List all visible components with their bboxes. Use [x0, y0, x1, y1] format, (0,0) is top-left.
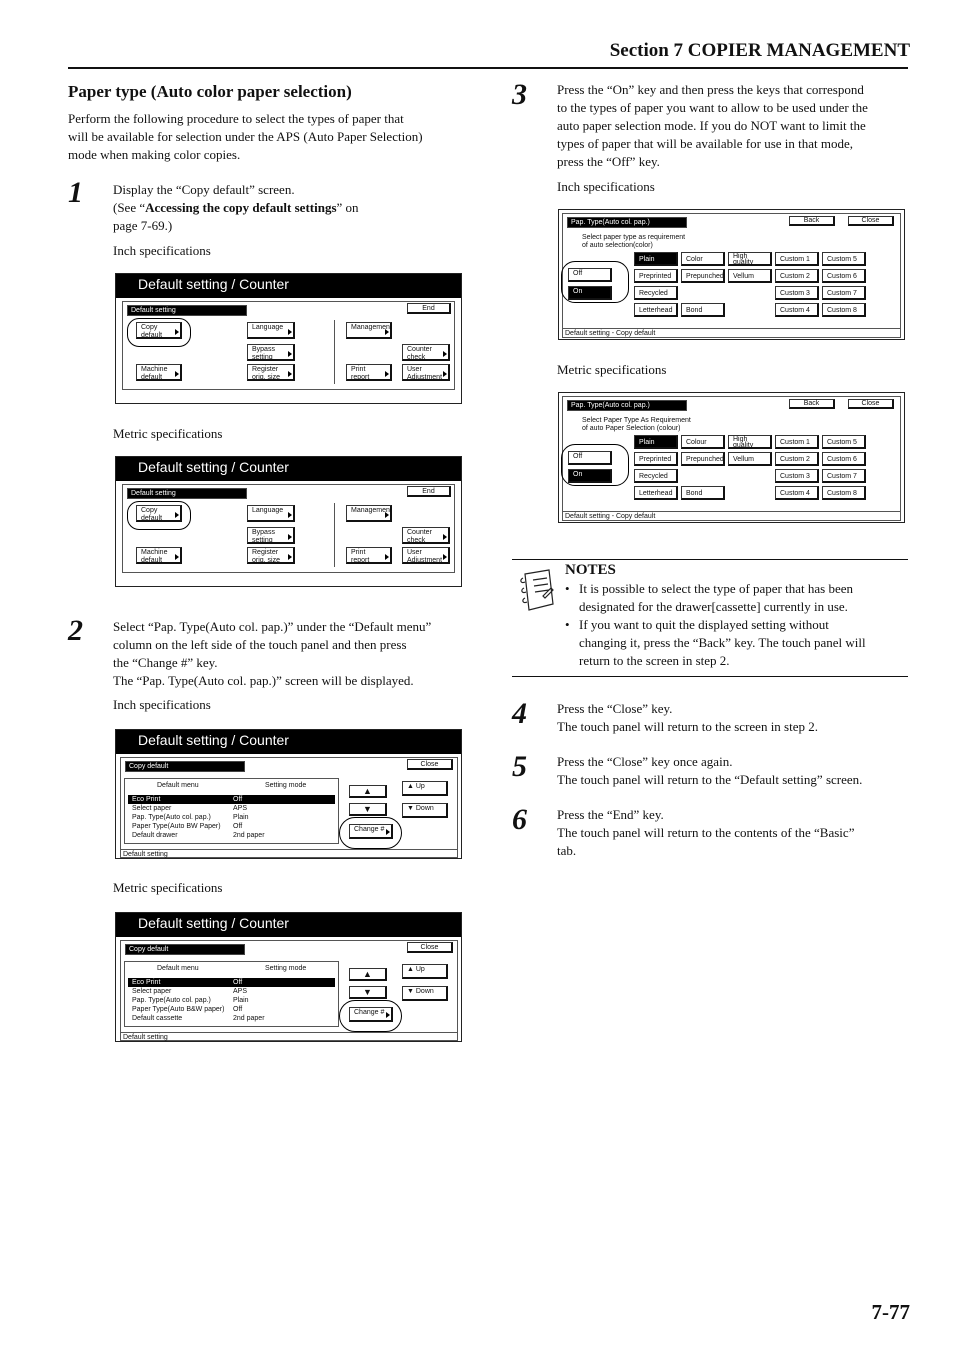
step5-text	[557, 753, 912, 789]
screen-title-bar: Pap. Type(Auto col. pap.)	[567, 217, 687, 228]
copy-default-panel	[115, 912, 462, 1042]
key-arrow-icon	[443, 554, 447, 560]
step1-text	[113, 181, 473, 235]
highlight-circle	[127, 318, 191, 347]
management-key[interactable]: Management	[346, 322, 392, 339]
panel-title: Default setting / Counter	[116, 730, 461, 754]
key-arrow-icon	[288, 351, 292, 357]
list-item[interactable]	[128, 996, 335, 1005]
menu-item-label: Eco Print	[132, 979, 161, 986]
menu-item-label: Paper Type(Auto BW Paper)	[132, 823, 221, 830]
menu-item-value: Plain	[233, 814, 249, 821]
management-key[interactable]: Management	[346, 505, 392, 522]
up-arrow-icon: ▲	[407, 783, 416, 790]
divider	[334, 320, 335, 384]
note-line: changing it, press the “Back” key. The touch panel will	[579, 635, 866, 650]
paper-type-key[interactable]: Prepunched	[681, 269, 725, 283]
print-report-key[interactable]: Print report	[346, 547, 392, 564]
menu-item-value: APS	[233, 988, 248, 995]
default-setting-panel	[115, 456, 462, 587]
step-line: Press the “Close” key once again.	[557, 754, 733, 769]
header-rule	[68, 67, 908, 69]
paper-type-key[interactable]: Preprinted	[634, 452, 678, 466]
step-line	[113, 199, 473, 217]
highlight-circle	[127, 501, 191, 530]
key-arrow-icon	[385, 512, 389, 518]
spec-label: Metric specifications	[113, 426, 223, 441]
down-arrow-icon: ▼	[407, 988, 416, 995]
machine-default-key[interactable]: Machine default	[136, 547, 182, 564]
step3-text	[557, 81, 912, 171]
menu-item-value: APS	[233, 805, 248, 812]
list-item[interactable]	[128, 813, 335, 822]
instruction-text: Select Paper Type As Requirement	[582, 417, 691, 424]
list-rows	[128, 978, 335, 1023]
note-line: If you want to quit the displayed setting without	[579, 617, 829, 632]
step-number: 2	[68, 614, 83, 647]
paper-type-panel	[558, 209, 905, 340]
menu-item-value: Off	[233, 823, 243, 830]
user-adjustment-key[interactable]: User Adjustment	[402, 364, 450, 381]
bypass-setting-key[interactable]: Bypass setting	[247, 344, 295, 361]
off-key[interactable]: Off	[568, 451, 612, 465]
copy-default-panel	[115, 729, 462, 859]
key-arrow-icon	[175, 554, 179, 560]
intro-line: Perform the following procedure to select the types of paper that	[68, 111, 404, 126]
step-line: Display the “Copy default” screen.	[113, 182, 295, 197]
step-line: Press the “Close” key.	[557, 701, 673, 716]
menu-item-label: Select paper	[132, 805, 172, 812]
paper-type-key[interactable]: Plain	[634, 252, 678, 266]
step-line: The touch panel will return to the contents of the “Basic”	[557, 825, 855, 840]
step-line: column on the left side of the touch panel and then press	[113, 637, 407, 652]
menu-item-label: Eco Print	[132, 796, 161, 803]
close-key[interactable]: Close	[407, 759, 453, 770]
screen-title-bar: Copy default	[125, 761, 245, 772]
paper-type-panel	[558, 392, 905, 523]
close-key[interactable]: Close	[848, 216, 894, 226]
step-number: 4	[512, 697, 527, 730]
menu-item-label: Default cassette	[132, 1015, 183, 1022]
register-size-key[interactable]: Register orig. size	[247, 364, 295, 381]
paper-type-key[interactable]: Custom 3	[775, 286, 819, 300]
screen-title-bar: Copy default	[125, 944, 245, 955]
spec-label: Inch specifications	[113, 243, 211, 258]
close-key[interactable]: Close	[848, 399, 894, 409]
end-key[interactable]: End	[407, 486, 451, 497]
note-line: designated for the drawer[cassette] currently in use.	[579, 599, 848, 614]
menu-item-label: Select paper	[132, 988, 172, 995]
register-size-key[interactable]: Register orig. size	[247, 547, 295, 564]
paper-type-key[interactable]: Custom 5	[822, 435, 866, 449]
close-key[interactable]: Close	[407, 942, 453, 953]
change-key[interactable]: Change #	[349, 1007, 393, 1022]
scroll-up-arrow-key[interactable]: ▲	[349, 785, 387, 798]
step-line: the “Change #” key.	[113, 655, 218, 670]
paper-type-key[interactable]: Custom 6	[822, 269, 866, 283]
list-item[interactable]	[128, 978, 335, 987]
paper-type-key[interactable]: Plain	[634, 435, 678, 449]
screen-footer: Default setting - Copy default	[563, 328, 901, 338]
paper-type-key[interactable]: Custom 4	[775, 486, 819, 500]
paper-type-key[interactable]: High quality	[728, 435, 772, 449]
intro-line: will be available for selection under the APS (Auto Paper Selection)	[68, 129, 423, 144]
down-key[interactable]	[402, 986, 448, 1001]
text-run: (See “	[113, 200, 146, 215]
change-key[interactable]: Change #	[349, 824, 393, 839]
notes-title: NOTES	[565, 562, 616, 578]
bullet-icon: •	[565, 617, 570, 632]
paper-type-key[interactable]: Custom 8	[822, 303, 866, 317]
down-arrow-icon: ▼	[407, 805, 416, 812]
list-item[interactable]	[128, 1014, 335, 1023]
list-item[interactable]	[128, 987, 335, 996]
panel-title: Default setting / Counter	[116, 274, 461, 298]
spec-label: Inch specifications	[557, 179, 655, 194]
cross-reference: Accessing the copy default settings	[145, 200, 337, 215]
bypass-setting-key[interactable]: Bypass setting	[247, 527, 295, 544]
paper-type-key[interactable]: Custom 4	[775, 303, 819, 317]
list-rows	[128, 795, 335, 840]
panel-screen	[120, 940, 458, 1041]
machine-default-key[interactable]: Machine default	[136, 364, 182, 381]
divider	[334, 503, 335, 567]
default-setting-panel	[115, 273, 462, 404]
scroll-down-arrow-key[interactable]: ▼	[349, 803, 387, 816]
note-item	[565, 580, 910, 616]
on-key[interactable]: On	[568, 469, 612, 483]
intro-text	[68, 110, 468, 164]
default-menu-list	[124, 961, 339, 1027]
panel-screen	[122, 484, 455, 573]
note-line: return to the screen in step 2.	[579, 653, 730, 668]
list-item[interactable]	[128, 831, 335, 840]
step-line: Select “Pap. Type(Auto col. pap.)” under the “Default menu”	[113, 619, 432, 634]
paper-type-key[interactable]: Letterhead	[634, 303, 678, 317]
paper-type-key[interactable]: Custom 1	[775, 252, 819, 266]
step-line: press the “Off” key.	[557, 154, 660, 169]
menu-item-value: Off	[233, 1006, 243, 1013]
paper-type-key[interactable]: Colour	[681, 435, 725, 449]
menu-item-label: Default drawer	[132, 832, 178, 839]
copy-default-key[interactable]: Copy default	[136, 322, 182, 339]
instruction-text: of auto selection(color)	[582, 242, 653, 249]
instruction-text: of auto Paper Selection (colour)	[582, 425, 681, 432]
paper-type-key[interactable]: Custom 7	[822, 469, 866, 483]
column-header: Setting mode	[265, 782, 307, 789]
note-line: It is possible to select the type of paper that has been	[579, 581, 854, 596]
up-key[interactable]	[402, 781, 448, 796]
highlight-circle	[339, 1000, 402, 1032]
step-line: Press the “On” key and then press the keys that correspond	[557, 82, 864, 97]
key-label: Down	[415, 805, 434, 812]
panel-screen	[562, 213, 901, 338]
menu-item-label: Pap. Type(Auto col. pap.)	[132, 814, 211, 821]
list-item[interactable]	[128, 795, 335, 804]
page-number: 7-77	[871, 1300, 910, 1324]
screen-title-bar: Default setting	[127, 305, 247, 316]
step-number: 3	[512, 78, 527, 111]
spec-label: Metric specifications	[113, 880, 223, 895]
paper-type-key[interactable]: Custom 1	[775, 435, 819, 449]
paper-type-key[interactable]: Letterhead	[634, 486, 678, 500]
list-item[interactable]	[128, 804, 335, 813]
step6-text	[557, 806, 912, 860]
column-header: Default menu	[157, 782, 199, 789]
paper-type-key[interactable]: Custom 3	[775, 469, 819, 483]
back-key[interactable]: Back	[789, 216, 835, 226]
paper-type-key[interactable]: Custom 2	[775, 269, 819, 283]
notes-top-rule	[512, 559, 908, 560]
paper-type-key[interactable]: Bond	[681, 486, 725, 500]
panel-title: Default setting / Counter	[116, 457, 461, 481]
default-menu-list	[124, 778, 339, 844]
step-line: The touch panel will return to the “Default setting” screen.	[557, 772, 863, 787]
back-key[interactable]: Back	[789, 399, 835, 409]
paper-type-key[interactable]: Recycled	[634, 469, 678, 483]
step-line: The touch panel will return to the screen in step 2.	[557, 719, 819, 734]
instruction-text: Select paper type as requirement	[582, 234, 686, 241]
panel-screen	[122, 301, 455, 390]
key-arrow-icon	[175, 371, 179, 377]
paper-type-key[interactable]: Custom 8	[822, 486, 866, 500]
key-arrow-icon	[288, 371, 292, 377]
notes-bottom-rule	[512, 676, 908, 677]
paper-type-key[interactable]: Bond	[681, 303, 725, 317]
paper-type-key[interactable]: Custom 7	[822, 286, 866, 300]
menu-item-label: Pap. Type(Auto col. pap.)	[132, 997, 211, 1004]
key-arrow-icon	[385, 371, 389, 377]
column-header: Setting mode	[265, 965, 307, 972]
copy-default-key[interactable]: Copy default	[136, 505, 182, 522]
menu-item-label: Paper Type(Auto B&W paper)	[132, 1006, 225, 1013]
section-title: Section 7 COPIER MANAGEMENT	[609, 40, 910, 61]
language-key[interactable]: Language	[247, 505, 295, 522]
down-key[interactable]	[402, 803, 448, 818]
paper-type-key[interactable]: Preprinted	[634, 269, 678, 283]
list-item[interactable]	[128, 1005, 335, 1014]
list-item[interactable]	[128, 822, 335, 831]
screen-footer: Default setting	[121, 849, 458, 859]
text-run: ” on	[336, 200, 359, 215]
paper-type-key[interactable]: Custom 2	[775, 452, 819, 466]
language-key[interactable]: Language	[247, 322, 295, 339]
paper-type-key[interactable]: Custom 5	[822, 252, 866, 266]
paper-type-key[interactable]: High quality	[728, 252, 772, 266]
key-label: Up	[415, 783, 425, 790]
screen-title-bar: Pap. Type(Auto col. pap.)	[567, 400, 687, 411]
step-line: page 7-69.)	[113, 218, 173, 233]
key-arrow-icon	[288, 534, 292, 540]
step-line: The “Pap. Type(Auto col. pap.)” screen will be displayed.	[113, 673, 414, 688]
counter-check-key[interactable]: Counter check	[402, 344, 450, 361]
paper-type-key[interactable]: Color	[681, 252, 725, 266]
up-key[interactable]	[402, 964, 448, 979]
step2-text	[113, 618, 473, 690]
key-label: Down	[415, 988, 434, 995]
key-label: Up	[415, 966, 425, 973]
menu-item-value: Off	[233, 979, 243, 986]
step-number: 6	[512, 803, 527, 836]
paper-type-key[interactable]: Prepunched	[681, 452, 725, 466]
menu-item-value: 2nd paper	[233, 832, 265, 839]
panel-screen	[120, 757, 458, 858]
page-heading: Paper type (Auto color paper selection)	[68, 82, 352, 101]
key-arrow-icon	[443, 351, 447, 357]
off-key[interactable]: Off	[568, 268, 612, 282]
scroll-up-arrow-key[interactable]: ▲	[349, 968, 387, 981]
notes-list	[565, 580, 910, 670]
step-line: auto paper selection mode. If you do NOT want to limit the	[557, 118, 866, 133]
key-arrow-icon	[288, 512, 292, 518]
step-line: types of paper that will be available for use in that mode,	[557, 136, 854, 151]
step-number: 1	[68, 176, 83, 209]
notepad-icon	[515, 566, 557, 616]
key-arrow-icon	[385, 329, 389, 335]
step-line: tab.	[557, 843, 577, 858]
on-key[interactable]: On	[568, 286, 612, 300]
key-arrow-icon	[288, 554, 292, 560]
step-number: 5	[512, 750, 527, 783]
spec-label: Metric specifications	[557, 362, 667, 377]
screen-footer: Default setting	[121, 1032, 458, 1042]
step-line: Press the “End” key.	[557, 807, 664, 822]
bullet-icon: •	[565, 581, 570, 596]
screen-footer: Default setting - Copy default	[563, 511, 901, 521]
column-header: Default menu	[157, 965, 199, 972]
up-arrow-icon: ▲	[407, 966, 416, 973]
paper-type-key[interactable]: Vellum	[728, 269, 772, 283]
panel-screen	[562, 396, 901, 521]
panel-title: Default setting / Counter	[116, 913, 461, 937]
key-arrow-icon	[443, 371, 447, 377]
spec-label: Inch specifications	[113, 697, 211, 712]
end-key[interactable]: End	[407, 303, 451, 314]
menu-item-value: 2nd paper	[233, 1015, 265, 1022]
menu-item-value: Off	[233, 796, 243, 803]
print-report-key[interactable]: Print report	[346, 364, 392, 381]
key-arrow-icon	[288, 329, 292, 335]
step-line: to the types of paper you want to allow to be used under the	[557, 100, 868, 115]
user-adjustment-key[interactable]: User Adjustment	[402, 547, 450, 564]
scroll-down-arrow-key[interactable]: ▼	[349, 986, 387, 999]
note-item	[565, 616, 910, 670]
key-arrow-icon	[385, 554, 389, 560]
paper-type-key[interactable]: Recycled	[634, 286, 678, 300]
screen-title-bar: Default setting	[127, 488, 247, 499]
paper-type-key[interactable]: Custom 6	[822, 452, 866, 466]
step4-text	[557, 700, 912, 736]
highlight-circle	[339, 817, 402, 849]
counter-check-key[interactable]: Counter check	[402, 527, 450, 544]
intro-line: mode when making color copies.	[68, 147, 241, 162]
paper-type-key[interactable]: Vellum	[728, 452, 772, 466]
menu-item-value: Plain	[233, 997, 249, 1004]
key-arrow-icon	[443, 534, 447, 540]
